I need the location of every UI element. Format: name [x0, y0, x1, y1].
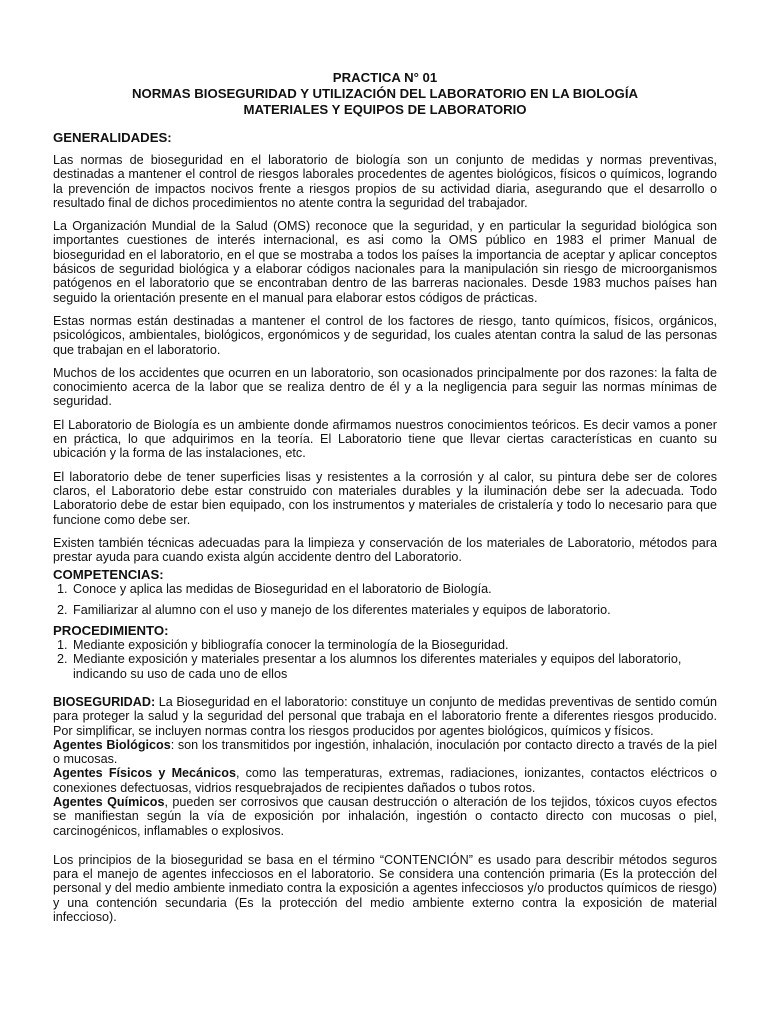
- agente-term: Agentes Químicos: [53, 794, 165, 809]
- contencion-paragraph: Los principios de la bioseguridad se basa en el término “CONTENCIÓN” es usado para describir métodos seguros para el manejo de agentes infecciosos en el laboratorio. Se considera una contención primaria (Es la protección del personal y del medio ambiente inmediato contra la exposición a agentes infecciosos y/o productos químicos de riesgo) y una contención secundaria (Es la protección del medio ambiente externo contra la exposición de material infeccioso).: [53, 852, 717, 925]
- section-heading-procedimiento: PROCEDIMIENTO:: [53, 623, 169, 639]
- list-item: 1. Conoce y aplica las medidas de Bioseguridad en el laboratorio de Biología.: [71, 582, 717, 596]
- agente-term: Agentes Físicos y Mecánicos: [53, 766, 236, 781]
- document-page: [53, 70, 717, 933]
- agente-term: Agentes Biológicos: [53, 737, 171, 752]
- list-item: 1. Mediante exposición y bibliografía conocer la terminología de la Bioseguridad.: [71, 638, 717, 652]
- agente-text: , como las temperaturas, extremas, radiaciones, ionizantes, contactos eléctricos o conexiones defectuosas, vidrios resquebrajados de recipientes dañados o tubos rotos.: [53, 766, 717, 795]
- paragraph: Muchos de los accidentes que ocurren en un laboratorio, son ocasionados principalmente por dos razones: la falta de conocimiento acerca de la labor que se realiza dentro de él y a la negligencia para seguir las normas mínimas de seguridad.: [53, 365, 717, 409]
- agente-biologico: [53, 738, 717, 767]
- bioseguridad-paragraph: [53, 695, 717, 738]
- paragraph: El laboratorio debe de tener superficies lisas y resistentes a la corrosión y al calor, su pintura debe ser de colores claros, el Laboratorio debe estar construido con materiales durables y la iluminación debe ser la adecuada. Todo Laboratorio debe de estar bien equipado, con los instrumentos y materiales de cristalería y todo lo necesario para que funcione como debe ser.: [53, 469, 717, 527]
- paragraph: Estas normas están destinadas a mantener el control de los factores de riesgo, tanto químicos, físicos, orgánicos, psicológicos, ambientales, biológicos, ergonómicos y de seguridad, los cuales atentan contra la salud de las personas que trabajan en el laboratorio.: [53, 313, 717, 357]
- section-heading-competencias: COMPETENCIAS:: [53, 567, 164, 583]
- agente-text: , pueden ser corrosivos que causan destrucción o alteración de los tejidos, tóxicos cuyos efectos se manifiestan según la vía de exposición por inhalación, ingestión o contacto directo con mucosas o piel, carcinogénicos, inflamables o explosivos.: [53, 794, 717, 838]
- bioseguridad-text: La Bioseguridad en el laboratorio: constituye un conjunto de medidas preventivas de sentido común para proteger la salud y la seguridad del personal que trabaja en el laboratorio frente a diferentes riesgos producido. Por simplificar, se incluyen normas contra los riesgos producidos por agentes biológicos, químicos y físicos.: [53, 694, 717, 738]
- document-title: NORMAS BIOSEGURIDAD Y UTILIZACIÓN DEL LABORATORIO EN LA BIOLOGÍA: [131, 86, 639, 101]
- bioseguridad-term: BIOSEGURIDAD:: [53, 694, 156, 709]
- paragraph: Las normas de bioseguridad en el laboratorio de biología son un conjunto de medidas y normas preventivas, destinadas a mantener el control de riesgos laborales procedentes de agentes biológicos, físicos o químicos, logrando la prevención de impactos nocivos frente a riesgos propios de su actividad diaria, asegurando que el desarrollo o resultado final de dichos procedimientos no atente contra la seguridad del trabajador.: [53, 153, 717, 210]
- competencias-list: [53, 582, 717, 617]
- procedimiento-list: [53, 638, 717, 681]
- list-item: 2. Mediante exposición y materiales presentar a los alumnos los diferentes materiales y equipos del laboratorio, indicando su uso de cada uno de ellos: [71, 652, 717, 681]
- document-title-block: [53, 70, 717, 118]
- list-item: 2. Familiarizar al alumno con el uso y manejo de los diferentes materiales y equipos de laboratorio.: [71, 603, 717, 617]
- bioseguridad-definitions: [53, 695, 717, 838]
- paragraph: Existen también técnicas adecuadas para la limpieza y conservación de los materiales de Laboratorio, métodos para prestar ayuda para cuando exista algún accidente dentro del Laboratorio.: [53, 535, 717, 565]
- paragraph: La Organización Mundial de la Salud (OMS) reconoce que la seguridad, y en particular la seguridad biológica son importantes cuestiones de interés internacional, es asi como la OMS público en 1983 el primer Manual de bioseguridad en el laboratorio, en el que se mostraba a todos los países la importancia de aceptar y aplicar conceptos básicos de seguridad biológica y a elaborar códigos nacionales para la manipulación sin riesgo de microorganismos patógenos en el laboratorio que se encontraban dentro de las barreras nacionales. Desde 1983 muchos países han seguido la orientación presente en el manual para elaborar estos códigos de prácticas.: [53, 219, 717, 305]
- section-heading-generalidades: GENERALIDADES:: [53, 130, 172, 145]
- paragraph: El Laboratorio de Biología es un ambiente donde afirmamos nuestros conocimientos teóricos. Es decir vamos a poner en práctica, lo que adquirimos en la teoría. El Laboratorio tiene que llevar ciertas características en cuanto su ubicación y la forma de las instalaciones, etc.: [53, 417, 717, 461]
- agente-text: : son los transmitidos por ingestión, inhalación, inoculación por contacto directo a través de la piel o mucosas.: [53, 737, 717, 767]
- practice-number: PRACTICA N° 01: [332, 70, 438, 85]
- document-subtitle: MATERIALES Y EQUIPOS DE LABORATORIO: [243, 102, 527, 117]
- agente-fisico: [53, 766, 717, 795]
- agente-quimico: [53, 795, 717, 838]
